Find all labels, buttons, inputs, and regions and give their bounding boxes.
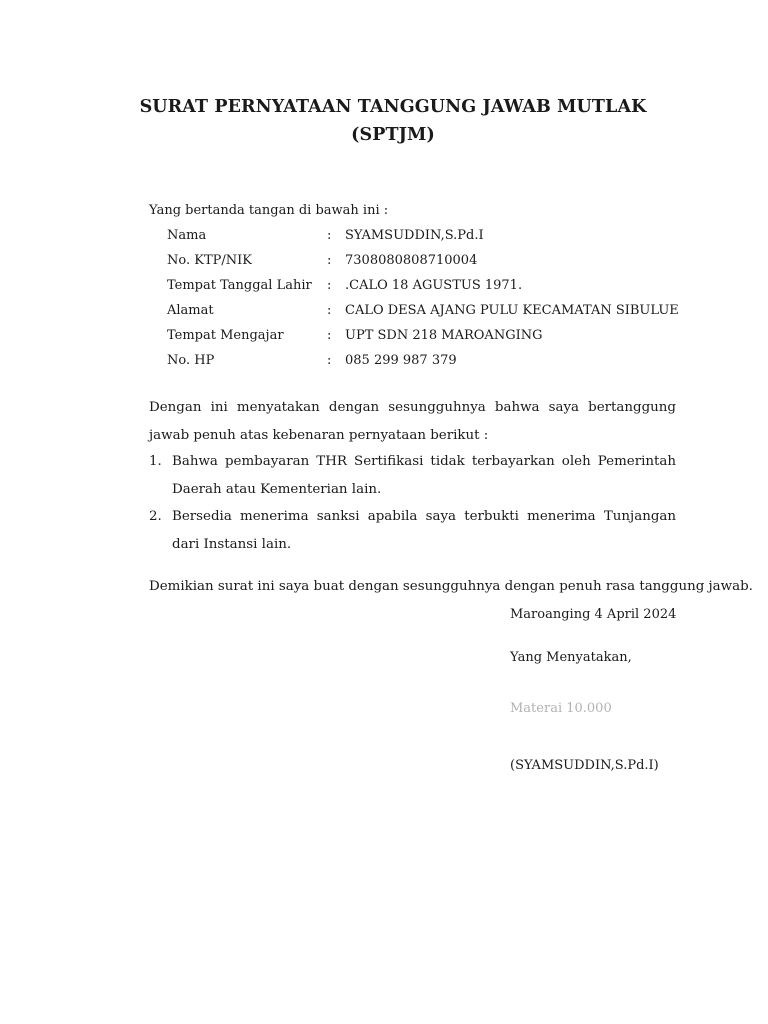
identity-label: Tempat Mengajar [167,328,284,343]
identity-value: 7308080808710004 [345,253,478,268]
statement-text: Bahwa pembayaran THR Sertifikasi tidak terbayarkan oleh Pemerintah Daerah atau Kementerian lain. [172,454,676,497]
statement-intro: Dengan ini menyatakan dengan sesungguhnya bahwa saya bertanggung jawab penuh atas kebenaran pernyataan berikut : [149,400,676,443]
signature-declarant-label: Yang Menyatakan, [510,650,632,665]
identity-label: No. KTP/NIK [167,253,252,268]
signature-place-date: Maroanging 4 April 2024 [510,607,677,622]
identity-colon: : [327,278,332,293]
identity-colon: : [327,328,332,343]
document-title-line2: (SPTJM) [351,125,435,145]
identity-label: No. HP [167,353,215,368]
identity-value: .CALO 18 AGUSTUS 1971. [345,278,523,293]
identity-colon: : [327,303,332,318]
statement-text: Bersedia menerima sanksi apabila saya terbukti menerima Tunjangan dari Instansi lain. [172,509,676,552]
identity-colon: : [327,228,332,243]
document-title-line1: SURAT PERNYATAAN TANGGUNG JAWAB MUTLAK [139,97,647,117]
identity-colon: : [327,353,332,368]
identity-value: CALO DESA AJANG PULU KECAMATAN SIBULUE [345,303,679,318]
identity-value: SYAMSUDDIN,S.Pd.I [345,228,484,243]
identity-colon: : [327,253,332,268]
intro-text: Yang bertanda tangan di bawah ini : [149,203,389,218]
identity-label: Alamat [167,303,214,318]
statement-number: 2. [149,509,162,524]
signature-name: (SYAMSUDDIN,S.Pd.I) [510,758,659,773]
identity-value: 085 299 987 379 [345,353,457,368]
statement-number: 1. [149,454,162,469]
identity-label: Nama [167,228,207,243]
stamp-duty-note: Materai 10.000 [510,701,612,716]
identity-label: Tempat Tanggal Lahir [167,278,312,293]
identity-value: UPT SDN 218 MAROANGING [345,328,543,343]
closing-text: Demikian surat ini saya buat dengan sesungguhnya dengan penuh rasa tanggung jawab. [149,579,753,594]
